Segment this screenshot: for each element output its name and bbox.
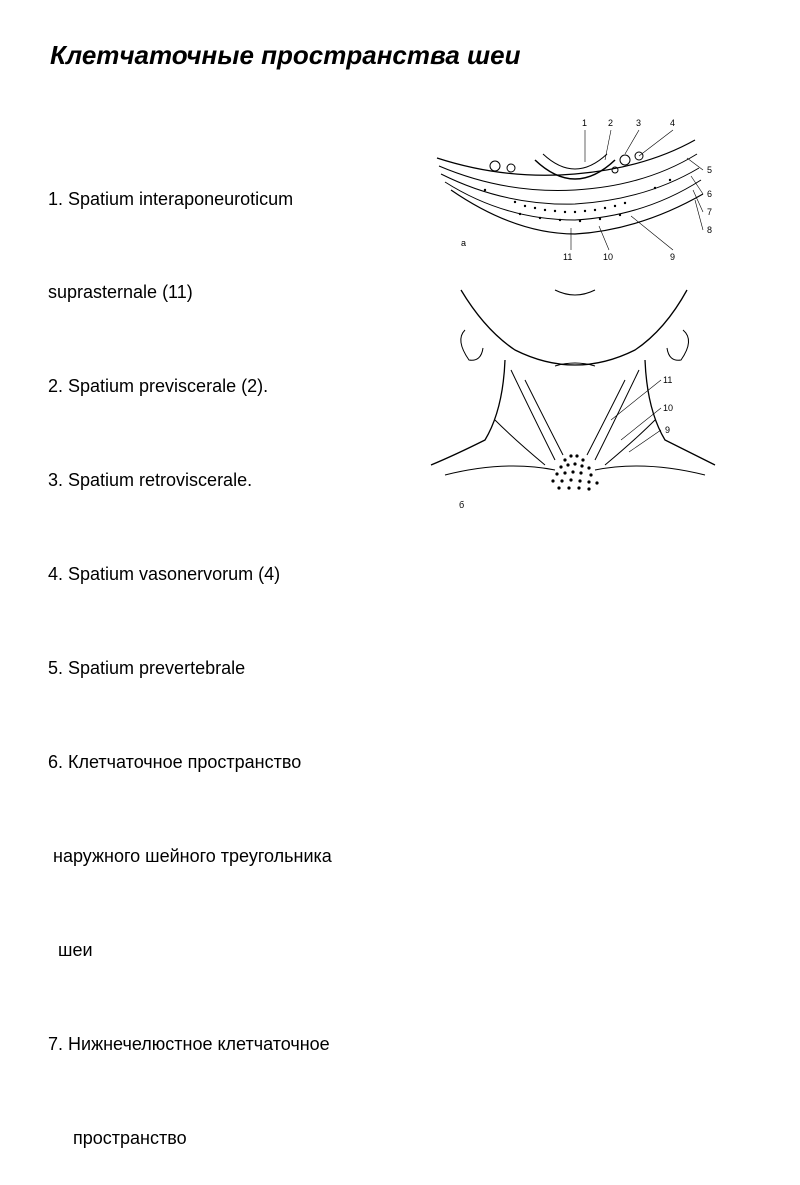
label-8: 8 — [707, 225, 713, 235]
list-line: 6. Клетчаточное пространство — [48, 751, 302, 772]
label-9: 9 — [670, 252, 676, 262]
label-4: 4 — [670, 118, 676, 128]
list-line: 7. Нижнечелюстное клетчаточное — [48, 1033, 330, 1054]
label-5: 5 — [707, 165, 713, 175]
label-10: 10 — [603, 252, 614, 262]
label-6: 6 — [707, 189, 713, 199]
list-line: пространство — [48, 1127, 187, 1148]
list-line: 5. Spatium prevertebrale — [48, 658, 246, 679]
list-line: 1. Spatium interaponeuroticum — [48, 188, 294, 209]
list-line: 3. Spatium retroviscerale. — [48, 470, 253, 491]
panel-letter-a: а — [461, 238, 467, 248]
list-line: 2. Spatium previscerale (2). — [48, 376, 269, 397]
label-9: 9 — [665, 425, 671, 435]
label-11: 11 — [563, 252, 573, 262]
label-11: 11 — [663, 375, 673, 385]
list-line: suprasternale (11) — [48, 282, 193, 303]
label-7: 7 — [707, 207, 713, 217]
label-1: 1 — [582, 118, 588, 128]
label-2: 2 — [608, 118, 614, 128]
list-line: шеи — [48, 939, 93, 960]
panel-letter-b: б — [459, 500, 465, 510]
neck-cross-section-illustration — [425, 110, 725, 270]
label-3: 3 — [636, 118, 642, 128]
spaces-list — [48, 121, 332, 1185]
neck-front-view-illustration — [425, 270, 725, 520]
slide-title: Клетчаточные пространства шеи — [50, 40, 521, 70]
list-line: 4. Spatium vasonervorum (4) — [48, 564, 281, 585]
label-10: 10 — [663, 403, 674, 413]
list-line: наружного шейного треугольника — [48, 845, 332, 866]
